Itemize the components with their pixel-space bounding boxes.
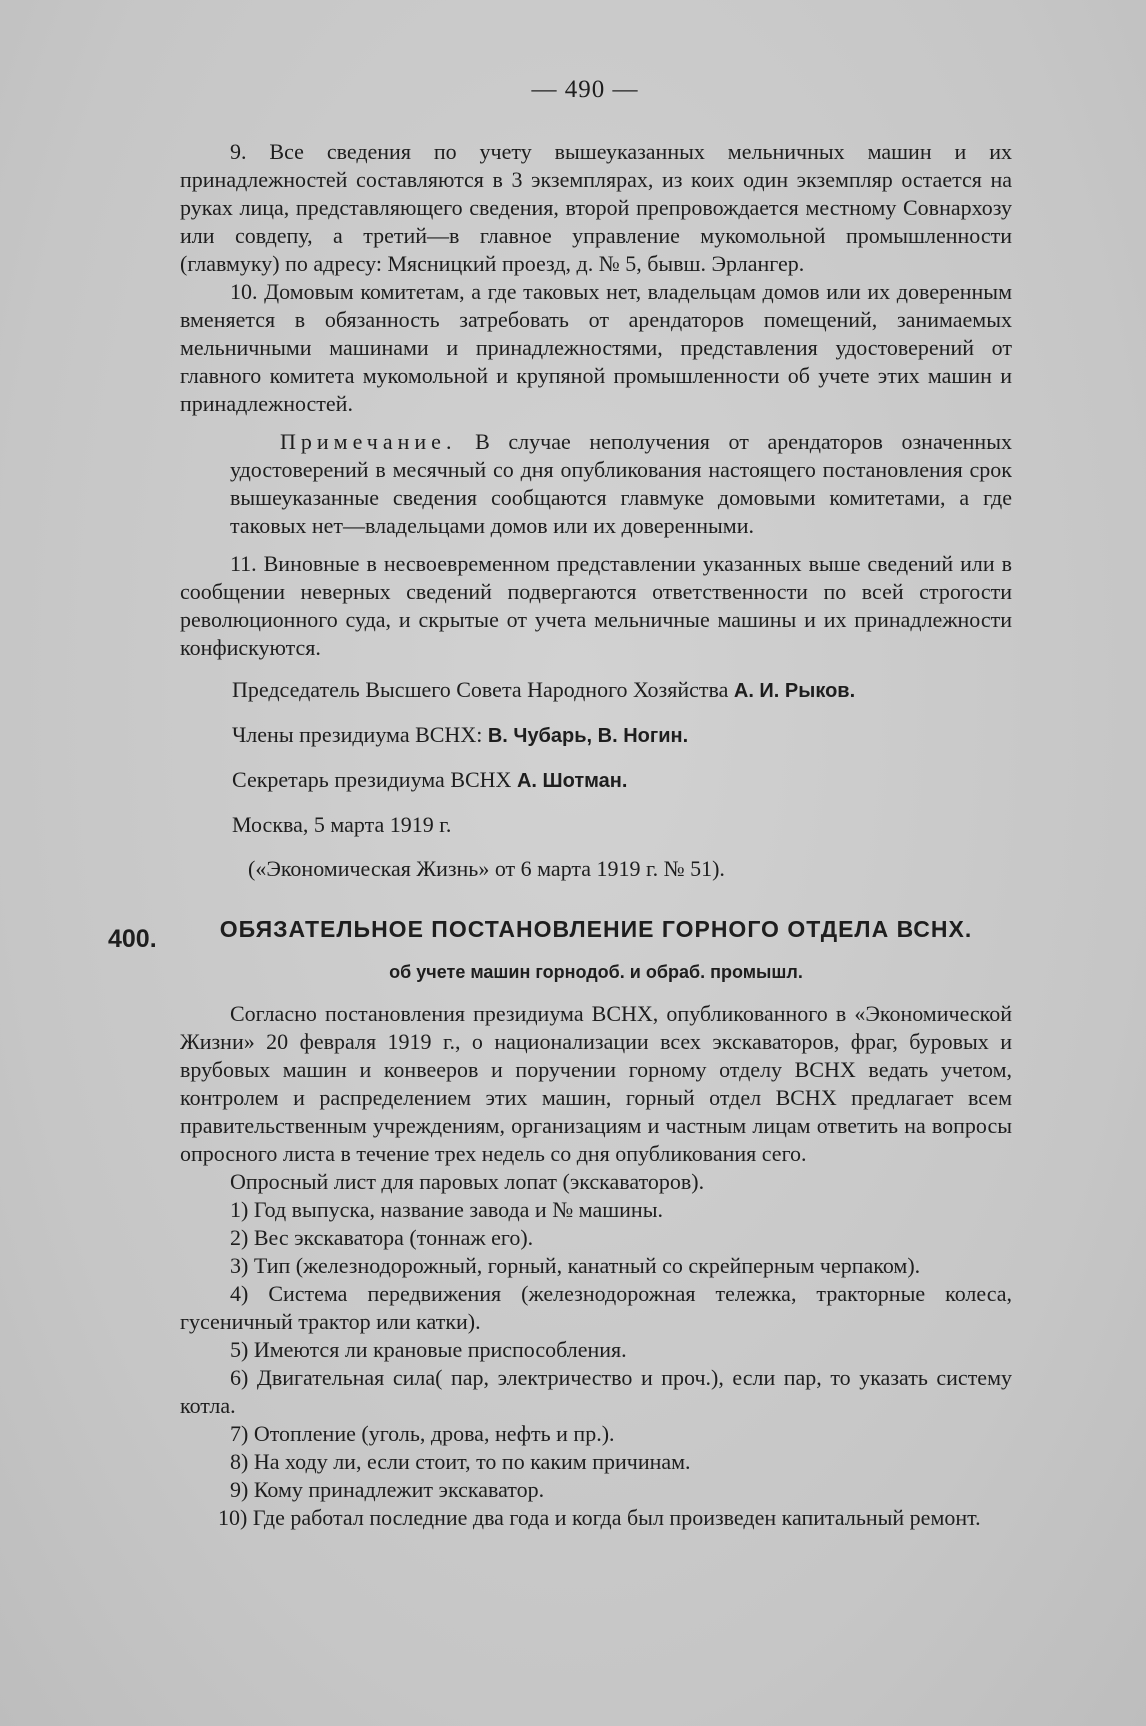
paragraph-9: 9. Все сведения по учету вышеуказанных мельничных машин и их принадлежностей составляются в 3 экземплярах, из коих один экземпляр остается на руках лица, представляющего сведения, второй препровождается местному Совнархозу или совдепу, а третий—в главное управление мукомольной промышленности (главмуку) по адресу: Мясницкий проезд, д. № 5, бывш. Эрлангер. <box>180 139 1012 276</box>
place-date: Москва, 5 марта 1919 г. <box>232 812 452 837</box>
secretary-role: Секретарь президиума ВСНХ <box>232 767 512 792</box>
list-item: 5) Имеются ли крановые приспособления. <box>230 1337 627 1362</box>
document-title: ОБЯЗАТЕЛЬНОЕ ПОСТАНОВЛЕНИЕ ГОРНОГО ОТДЕЛА ВСНХ. <box>219 916 973 942</box>
note-paragraph <box>230 428 1012 540</box>
list-item: 1) Год выпуска, название завода и № машины. <box>230 1197 663 1222</box>
questionnaire-title: Опросный лист для паровых лопат (экскаваторов). <box>230 1169 705 1194</box>
list-item: 3) Тип (железнодорожный, горный, канатный со скрейперным черпаком). <box>230 1253 921 1278</box>
list-item: 10) Где работал последние два года и когда был произведен капитальный ремонт. <box>218 1505 981 1530</box>
secretary-name: А. Шотман. <box>516 770 628 792</box>
section-decree-400 <box>180 1000 1012 1532</box>
section-previous-decree <box>180 138 1012 885</box>
chair-name: А. И. Рыков. <box>733 680 856 702</box>
members-role: Члены президиума ВСНХ: <box>232 722 483 747</box>
signature-secretary <box>180 764 1012 797</box>
paragraph-10: 10. Домовым комитетам, а где таковых нет, владельцам домов или их доверенным вменяется в обязанность затребовать от арендаторов помещений, занимаемых мельничными машинами и принадлежностями, представления удостоверений от главного комитета мукомольной и крупяной промышленности об учете этих машин и принадлежностей. <box>180 279 1012 416</box>
members-names: В. Чубарь, В. Ногин. <box>487 725 689 747</box>
list-item: 7) Отопление (уголь, дрова, нефть и пр.). <box>230 1421 615 1446</box>
list-item: 2) Вес экскаватора (тоннаж его). <box>230 1225 534 1250</box>
publication-source: («Экономическая Жизнь» от 6 марта 1919 г. № 51). <box>248 856 725 881</box>
signature-chair <box>180 674 1012 707</box>
list-item: 4) Система передвижения (железнодорожная тележка, тракторные колеса, гусеничный трактор или катки). <box>180 1281 1012 1334</box>
chair-role: Председатель Высшего Совета Народного Хозяйства <box>232 677 729 702</box>
note-label: Примечание. <box>280 429 457 454</box>
list-item: 9) Кому принадлежит экскаватор. <box>230 1477 545 1502</box>
list-item: 6) Двигательная сила( пар, электричество и проч.), если пар, то указать систему котла. <box>180 1365 1012 1418</box>
document-subtitle: об учете машин горнодоб. и обраб. промышл. <box>389 962 803 982</box>
paragraph-11: 11. Виновные в несвоевременном представлении указанных выше сведений или в сообщении неверных сведений подвергаются ответственности по всей строгости революционного суда, и скрытые от учета мельничные машины и их принадлежности конфискуются. <box>180 551 1012 660</box>
document-number: 400. <box>108 925 157 953</box>
list-item: 8) На ходу ли, если стоит, то по каким причинам. <box>230 1449 691 1474</box>
note-text: В случае неполучения от арендаторов означенных удостоверений в месячный со дня опубликования настоящего постановления срок вышеуказанные сведения сообщаются главмуке домовыми комитетами, а где таковых нет—владельцами домов или их доверенными. <box>230 429 1012 538</box>
intro-paragraph: Согласно постановления президиума ВСНХ, опубликованного в «Экономической Жизни» 20 февраля 1919 г., о национализации всех экскаваторов, фраг, буровых и врубовых машин и конвееров и поручении горному отделу ВСНХ ведать учетом, контролем и распределением этих машин, горный отдел ВСНХ предлагает всем правительственным учреждениям, организациям и частным лицам ответить на вопросы опросного листа в течение трех недель со дня опубликования сего. <box>180 1001 1012 1166</box>
page-number: — 490 — <box>531 76 639 103</box>
signature-members <box>180 719 1012 752</box>
